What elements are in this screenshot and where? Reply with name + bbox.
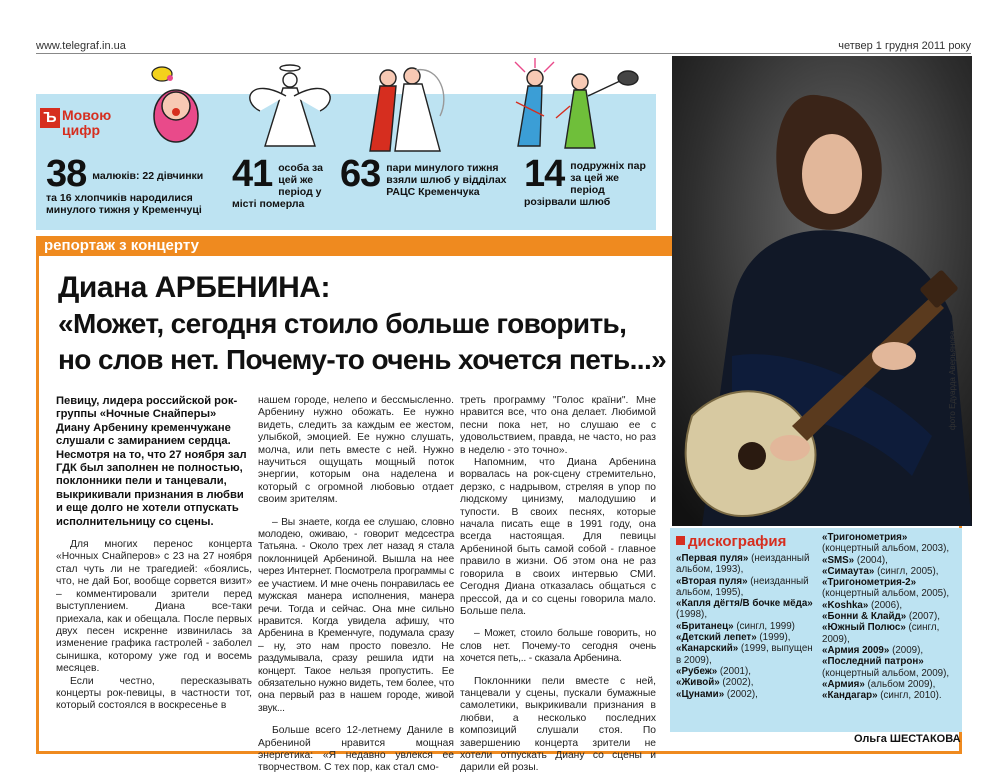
stats-badge [40,108,120,138]
discography-item: «Живой» (2002), [676,677,754,689]
article-paragraph: Поклонники пели вместе с ней, танцевали у сцены, пускали бумажные самолетики, выкрикивали признания в любви, а несколько последних композиций слушали стоя. По завершению концерта зрители не хотели отпускать Диану со сцены и дарили ей розы. [460,675,656,774]
discography-item: «Британец» (сингл, 1999) [676,620,795,632]
stat-number: 38 [46,153,87,195]
article-column-3 [460,395,656,775]
discography-item: «Капля дёгтя/В бочке мёда» (1998), [676,598,813,621]
stat-text: особа за цей же період у місті померла [232,162,323,210]
article-paragraph: Больше всего 12-летнему Даниле в Арбениной нравится мощная энергетика: «Я недавно увлекся ее творчеством. С тех пор, как стал смо- [258,725,454,774]
discography-title: дискография [676,533,786,550]
stat-births [46,153,236,216]
discography-item: «Рубеж» (2001), [676,665,751,677]
article-paragraph: Если честно, пересказывать концерты рок-певицы, в частности тот, который состоялся в воскресенье в [56,675,252,712]
article-headline [58,270,698,378]
stat-marriages [340,153,515,198]
discography-item: «Южный Полюс» (сингл, 2009), [822,622,940,645]
photo-credit: фото Едуарда Аверьянова [948,330,957,430]
baby-cartoon-icon [152,67,198,142]
discography-item: «Первая пуля» (неизданный альбом, 1993), [676,553,810,576]
article-paragraph: нашем городе, нелепо и бессмысленно. Арбенину нужно обожать. Ее нужно видеть, следить за каждым ее жестом, улыбкой, эмоцией. Ее нужно слушать, молча, или петь вместе с ней. Нужно научиться ощущать мощный поток энергии, которым она наделена и который с огромной любовью отдает своим зрителям. [258,395,454,506]
singer-photo [672,56,972,526]
issue-date: четвер 1 грудня 2011 року [838,40,971,52]
discography-item: «Кандагар» (сингл, 2010). [822,690,942,702]
discography-item: «SMS» (2004), [822,554,888,566]
article-lead: Певицу, лидера российской рок-группы «Ночные Снайперы» Диану Арбенину кременчужане слушали с замиранием сердца. Несмотря на то, что 27 ноября зал ГДК был заполнен не полностью, поклонники пели и танцевали, выкрикивали признания в любви и еще долго не хотели отпускать исполнительницу со сцены. [56,395,247,528]
singer-with-guitar-illustration [672,56,972,526]
article-column-1 [56,395,252,713]
headline-quote-2: но слов нет. Почему-то очень хочется петь...» [58,344,667,375]
article-quote-paragraph: – Вы знаете, когда ее слушаю, словно молодею, оживаю, - говорит медсестра Татьяна. - Около трех лет назад я стала поклонницей Арбениной. Вышла на нее через Интернет. Посмотрела программы с ее участием. И мне очень понравилась ее мужская манера исполнения, манера речи. Тогда и сейчас. Она мне сильно нравится. Когда увидела афишу, что Арбенина в Кременчуге, подумала сразу – ну, это нам просто повезло. Не раздумывала, сразу решила идти на концерт. Такое нельзя пропустить. Ее обязательно нужно видеть, тем более, что она первый раз в нашем городе, живой звук... [258,516,454,714]
article-column-2 [258,395,454,775]
telegraf-logo-icon: Ъ [40,108,60,128]
discography-item: «Цунами» (2002), [676,688,758,700]
discography-item: «Детский лепет» (1999), [676,632,791,644]
stat-deaths [232,153,332,210]
site-url: www.telegraf.in.ua [36,40,126,52]
headline-name: Диана АРБЕНИНА: [58,271,330,304]
discography-item: «Армия» (альбом 2009), [822,678,936,690]
divorce-couple-cartoon-icon [515,58,638,148]
article-quote-paragraph: – Может, стоило больше говорить, но слов нет. Почему-то сегодня очень хочется петь,.. - сказала Арбенина. [460,628,656,665]
article-paragraph: Для многих перенос концерта «Ночных Снайперов» с 23 на 27 ноября стал чуть ли не трагедией: «боялись, что, не дай Бог, вообще сорвется визит» – комментировали зрители перед выступлением. Диана все-таки приехала, как и обещала. После первых двух песен искренне извинилась за изменение графика гастролей - заболел сынишка, которому уже год и восемь месяцев. [56,539,252,675]
article-paragraph: треть программу "Голос країни". Мне нравится все, что она делает. Любимой песни пока нет, но слушаю ее с удовольствием, правда, не часто, но раз в неделю - это точно». [460,395,656,456]
discography-item: «Тригонометрия» (концертный альбом, 2003), [822,532,950,555]
cartoon-illustrations [140,56,660,156]
discography-item: «Последний патрон» (концертный альбом, 2009), [822,656,950,679]
stat-number: 41 [232,153,273,195]
discography-item: «Тригонометрия-2» (концертный альбом, 2005), [822,577,950,600]
stat-number: 63 [340,153,381,195]
discography-item: «Симаута» (сингл, 2005), [822,565,939,577]
stat-text: пари минулого тижня взяли шлюб у відділах РАЦС Кременчука [386,162,507,198]
stat-divorces [524,153,652,208]
article-author: Ольга ШЕСТАКОВА [854,733,961,745]
stat-text: подружніх пар за цей же період розірвали шлюб [524,160,646,208]
discography-item: «Армия 2009» (2009), [822,644,924,656]
article-category: репортаж з концерту [44,237,199,254]
wedding-couple-cartoon-icon [370,68,444,151]
discography-list-right [822,532,960,701]
badge-title: Мовою цифр [62,107,112,138]
stat-text-rest: та 16 хлопчиків народилися минулого тижня у Кременчуці [46,192,202,216]
header-rule [36,53,971,54]
headline-quote-1: «Может, сегодня стоило больше говорить, [58,308,627,339]
discography-item: «Koshka» (2006), [822,599,903,611]
discography-list-left [676,553,816,700]
stat-text: малюків: 22 дівчинки [92,170,204,182]
square-bullet-icon [676,536,685,545]
article-paragraph: Напомним, что Диана Арбенина ворвалась на рок-сцену стремительно, дерзко, с надрывом, стреляя в упор по людскому цинизму, малодушию и тупости. В своих песнях, которые начала писать еще в 1991 году, она всегда настоящая. Для певицы Арбениной быть самой собой - главное правило в жизни. Об этом она не раз говорила в своих интервью СМИ. Сегодня Диана отказалась общаться с прессой, да и со сцены говорила мало. Больше пела. [460,457,656,617]
discography-item: «Канарский» (1999, выпущен в 2009), [676,643,813,666]
discography-item: «Вторая пуля» (неизданный альбом, 1995), [676,575,809,598]
angel-cartoon-icon [250,65,330,146]
discography-item: «Бонни & Клайд» (2007), [822,611,940,623]
stat-number: 14 [524,153,565,195]
